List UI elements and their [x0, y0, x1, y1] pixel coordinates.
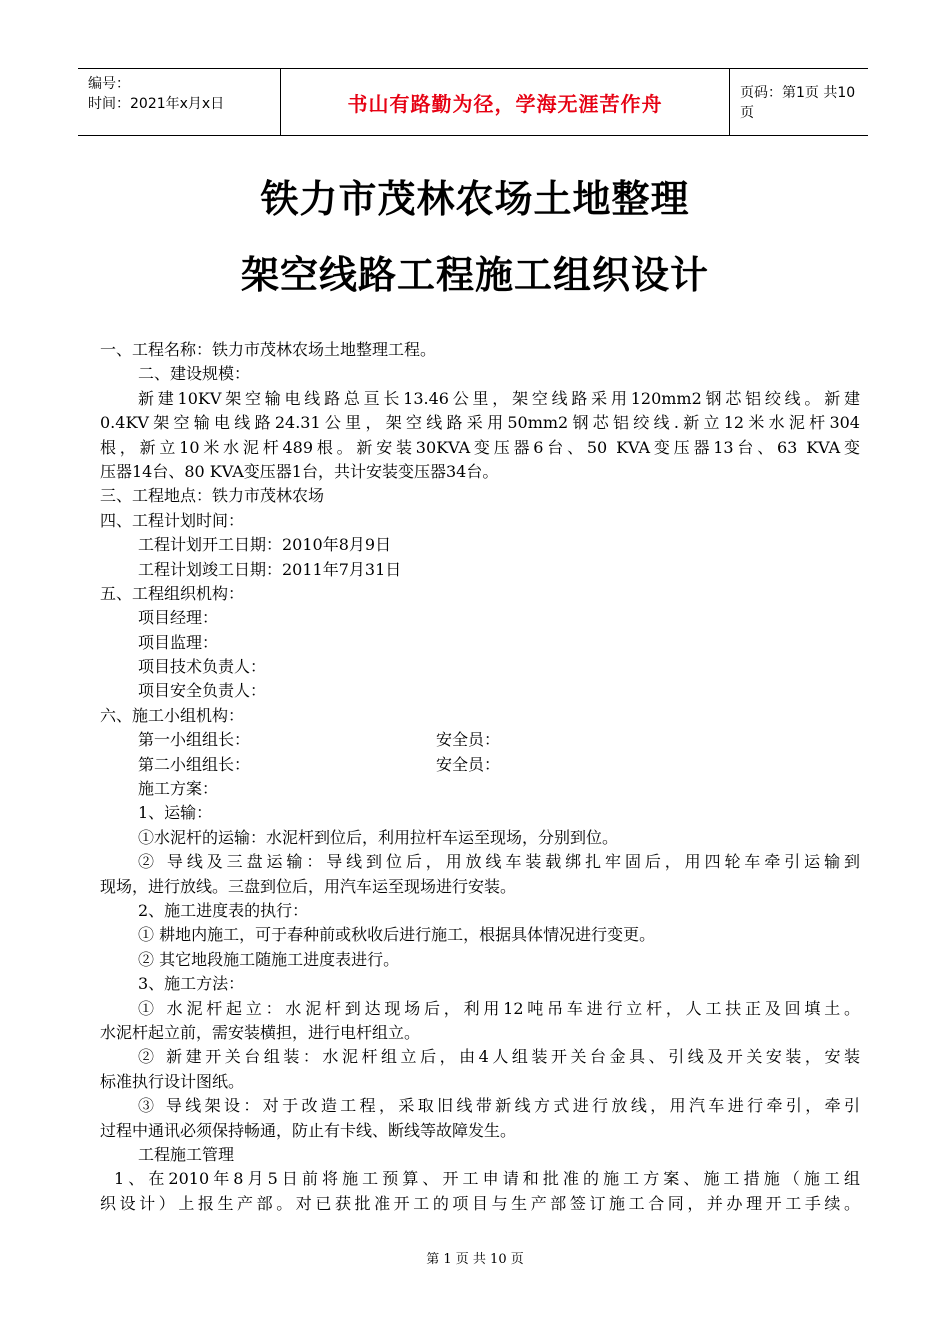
document-body	[100, 338, 860, 1216]
scale-line-4: 压器14台、80 KVA变压器1台，共计安装变压器34台。	[100, 461, 499, 481]
header-motto-cell	[280, 69, 730, 135]
transport-heading: 1、运输：	[138, 803, 213, 823]
motto-text: 书山有路勤为径，学海无涯苦作舟	[347, 91, 663, 116]
schedule-item-2: ② 其它地段施工随施工进度表进行。	[138, 949, 400, 969]
tech-lead: 项目技术负责人：	[138, 657, 267, 677]
transport-wire-2: 现场，进行放线。三盘到位后，用汽车运至现场进行安装。	[100, 876, 517, 896]
project-manager: 项目经理：	[138, 608, 219, 628]
page-code: 页码：第1页 共10页	[740, 85, 856, 121]
start-date: 工程计划开工日期：2010年8月9日	[138, 535, 392, 555]
method-heading: 3、施工方法：	[138, 974, 245, 994]
schedule-item-1: ① 耕地内施工，可于春种前或秋收后进行施工，根据具体情况进行变更。	[138, 925, 656, 945]
header-meta	[78, 69, 284, 135]
transport-poles: ①水泥杆的运输：水泥杆到位后，利用拉杆车运至现场，分别到位。	[138, 827, 619, 847]
team-1-safety: 安全员：	[436, 730, 501, 750]
method-2-line-1: ② 新建开关台组装：水泥杆组立后，由4人组装开关台金具、引线及开关安装，安装	[138, 1047, 860, 1067]
transport-wire-1: ② 导线及三盘运输：导线到位后，用放线车装载绑扎牢固后，用四轮车牵引运输到	[138, 852, 860, 872]
method-3-line-2: 过程中通讯必须保持畅通，防止有卡线、断线等故障发生。	[100, 1120, 517, 1140]
team-2-leader: 第二小组组长：	[138, 754, 251, 774]
management-item-1-line-2: 织设计）上报生产部。对已获批准开工的项目与生产部签订施工合同，并办理开工手续。	[100, 1193, 860, 1213]
method-1-line-2: 水泥杆起立前，需安装横担，进行电杆组立。	[100, 1022, 421, 1042]
management-item-1-line-1: 1、在2010年8月5日前将施工预算、开工申请和批准的施工方案、施工措施（施工组	[114, 1169, 860, 1189]
section-5: 五、工程组织机构：	[100, 583, 245, 603]
team-1-leader: 第一小组组长：	[138, 730, 251, 750]
header-page-cell	[730, 69, 868, 135]
doc-title-line1: 铁力市茂林农场土地整理	[260, 177, 690, 221]
safety-lead: 项目安全负责人：	[138, 681, 267, 701]
section-4: 四、工程计划时间：	[100, 510, 245, 530]
plan-heading: 施工方案：	[138, 779, 219, 799]
scale-line-3: 根，新立10米水泥杆489根。新安装30KVA变压器6台、50 KVA变压器13台、63 KVA变	[100, 437, 860, 457]
number-label: 编号：	[88, 76, 130, 92]
doc-title-line2: 架空线路工程施工组织设计	[240, 253, 709, 297]
schedule-heading: 2、施工进度表的执行：	[138, 900, 309, 920]
page-header	[78, 68, 868, 136]
section-1: 一、工程名称：铁力市茂林农场土地整理工程。	[100, 340, 437, 359]
method-2-line-2: 标准执行设计图纸。	[100, 1071, 245, 1091]
method-1-line-1: ① 水泥杆起立：水泥杆到达现场后，利用12吨吊车进行立杆，人工扶正及回填土。	[138, 998, 860, 1018]
time-label: 时间：2021年x月x日	[88, 96, 225, 112]
end-date: 工程计划竣工日期：2011年7月31日	[138, 559, 402, 579]
team-2-safety: 安全员：	[436, 754, 501, 774]
scale-line-1: 新建10KV架空输电线路总亘长13.46公里，架空线路采用120mm2钢芯铝绞线。新建	[138, 388, 860, 408]
management-heading: 工程施工管理	[138, 1144, 235, 1164]
scale-line-2: 0.4KV架空输电线路24.31公里，架空线路采用50mm2钢芯铝绞线.新立12米水泥杆304	[100, 413, 860, 433]
section-2: 二、建设规模：	[138, 364, 251, 384]
page-footer: 第 1 页 共 10 页	[426, 1252, 524, 1267]
method-3-line-1: ③ 导线架设：对于改造工程，采取旧线带新线方式进行放线，用汽车进行牵引，牵引	[138, 1096, 860, 1116]
team-2-row	[100, 753, 860, 777]
team-1-row	[100, 728, 860, 752]
project-supervisor: 项目监理：	[138, 632, 219, 652]
section-3: 三、工程地点：铁力市茂林农场	[100, 486, 325, 506]
section-6: 六、施工小组机构：	[100, 705, 245, 725]
